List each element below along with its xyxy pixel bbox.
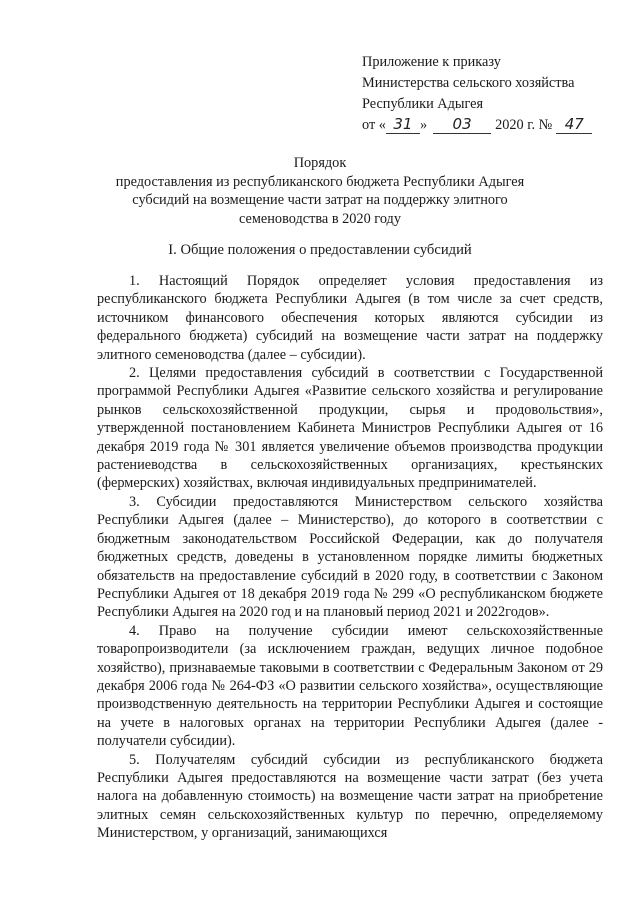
title-line-1: Порядок (293, 155, 347, 171)
approval-block (362, 52, 622, 136)
approval-line-1: Приложение к приказу (362, 54, 501, 70)
paragraph-4: 4. Право на получение субсидии имеют сельскохозяйственные товаропроизводители (за исключением граждан, ведущих личное подобное хозяйство), признаваемые таковыми в соответствии с Федеральным Законом от 29 декабря 2006 года № 264-ФЗ «О развитии сельского хозяйства», осуществляющие производственную деятельность на территории Республики Адыгея и состоящие на учете в налоговых органах на территории Республики Адыгея (далее - получатели субсидии). (97, 622, 603, 750)
document-title (100, 154, 540, 228)
approval-date-line (362, 115, 622, 136)
title-line-4: семеноводства в 2020 году (239, 210, 401, 227)
handwritten-order-number: 47 (556, 116, 592, 134)
handwritten-day: 31 (386, 116, 420, 134)
approval-line-2: Министерства сельского хозяйства (362, 75, 575, 91)
title-line-2: предоставления из республиканского бюджета Республики Адыгея (115, 173, 525, 190)
paragraph-1: 1. Настоящий Порядок определяет условия предоставления из республиканского бюджета Республики Адыгея (в том числе за счет средств, источником финансового обеспечения которых являются субсидии из федерального бюджета) субсидий на возмещение части затрат на поддержку элитного семеноводства (далее – субсидии). (97, 273, 603, 363)
title-line-3: субсидий на возмещение части затрат на поддержку элитного (132, 192, 508, 208)
approval-line-3: Республики Адыгея (362, 96, 484, 112)
paragraph-2: 2. Целями предоставления субсидий в соответствии с Государственной программой Республики Адыгея «Развитие сельского хозяйства и регулирование рынков сельскохозяйственной продукции, сырья и продовольствия», утвержденной постановлением Кабинета Министров Республики Адыгея от 16 декабря 2019 года № 301 является увеличение объемов производства продукции растениеводства в сельскохозяйственных организациях, крестьянских (фермерских) хозяйствах, включая индивидуальных предпринимателей. (97, 365, 603, 492)
handwritten-month: 03 (433, 116, 491, 134)
year-text: 2020 г. № (495, 117, 553, 133)
paragraph-5: 5. Получателям субсидий субсидии из республиканского бюджета Республики Адыгея предоставляются на возмещение части затрат (без учета налога на добавленную стоимость) на возмещение части затрат на приобретение элитных семян сельскохозяйственных культур по перечню, определяемому Министерством, у организаций, занимающихся (97, 751, 603, 842)
document-body (97, 272, 603, 843)
section-heading: I. Общие положения о предоставлении субсидий (168, 242, 472, 258)
paragraph-3: 3. Субсидии предоставляются Министерством сельского хозяйства Республики Адыгея (далее – Министерство), до которого в соответствии с бюджетным законодательством Российской Федерации, как до получателя бюджетных средств, доведены в установленном порядке лимиты бюджетных обязательств на предоставление субсидий в 2020 году, в соответствии с Законом Республики Адыгея от 18 декабря 2019 года № 299 «О республиканском бюджете Республики Адыгея на 2020 год и на плановый период 2021 и 2022годов». (97, 493, 603, 621)
date-mid: » (419, 117, 428, 133)
date-prefix: от « (362, 117, 386, 133)
